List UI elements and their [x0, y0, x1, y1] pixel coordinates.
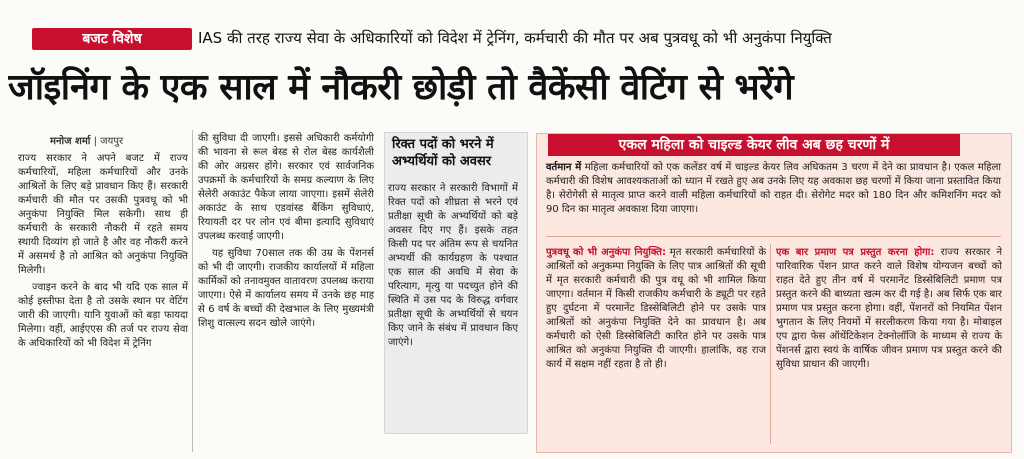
section-kicker: बजट विशेष [32, 28, 192, 50]
column-paragraph: ज्वाइन करने के बाद भी यदि एक साल में कोई इस्तीफा देता है तो उसके स्थान पर वेटिंग जारी की जाएगी। यानि युवाओं को बड़ा फायदा मिलेगा। वहीं, आईएएस की तर्ज पर राज्य सेवा के अधिकारियों को भी विदेश में ट्रेनिंग [18, 282, 188, 349]
column-paragraph: राज्य सरकार ने अपने बजट में राज्य कर्मचारियों, महिला कर्मचारियों और उनके आश्रितों के लिए बड़े प्रावधान किए हैं। सरकारी कर्मचारी की मौत पर उसकी पुत्रवधू को भी अनुकंपा नियुक्ति मिल सकेगी। साथ ही कर्मचारी के सरकारी नौकरी में रहते समय स्थायी दिव्यांग हो जाते है और वह नौकरी करने में असमर्थ है तो आश्रित को अनुकंपा नियुक्ति मिलेगी। [18, 153, 188, 276]
feature-left-body: मृत सरकारी कर्मचारियों के आश्रितों को अनुकम्पा नियुक्ति के लिए पात्र आश्रितों की सूची में मृत सरकारी कर्मचारी की पुत्र वधू को भी शामिल किया जाएगा। वर्तमान में किसी राजकीय कर्मचारी के ड्यूटी पर रहते हुए दुर्घटना में परमानेंट डिस्सेबिलिटी होने पर उसके पात्र आश्रितों को अनुकंपा नियुक्ति देने का प्रावधान है। अब कर्मचारी को ऐसी डिस्सेबिलिटी कारित होने पर उसके पात्र आश्रित को अनुकंपा नियुक्ति दी जाएगी। हालांकि, वह राज कार्य में सक्षम नहीं रहता है तो ही। [546, 247, 766, 370]
feature-left-column [546, 246, 766, 446]
feature-intro [546, 161, 1001, 217]
feature-intro-text: महिला कर्मचारियों को एक कलेंडर वर्ष में चाइल्ड केयर लिव अधिकतम 3 चरण में देने का प्रावधान है। एकल महिला कर्मचारी की विशेष आवश्यकताओं को ध्यान में रखते हुए अब उनके लिए यह अवकाश छह चरणों में किया जाना प्रस्तावित किया है। सेरोगेसी से मातृत्व प्राप्त करने वाली महिला कर्मचारियों को राहत दी। सेरोगेट मदर को 180 दिन और कमिशनिंग मदर को 90 दिन का मातृत्व अवकाश दिया जाएगा। [546, 162, 1001, 215]
article-column-2 [198, 132, 374, 452]
column-paragraph: की सुविधा दी जाएगी। इससे अधिकारी कर्मयोगी की भावना से रूल बेस्ड से रोल बेस्ड कार्यशैली की ओर अग्रसर होंगे। सरकार एवं सार्वजनिक उपक्रमों के कर्मचारियों के समग्र कल्याण के लिए सेलेरी अकाउंट पैकेज लाया जाएगा। इसमें सेलेरी अकाउंट के साथ एडवांस्ड बैंकिंग सुविधाएं, रियायती दर पर लोन एवं बीमा इत्यादि सुविधाएं उपलब्ध करवाई जाएगी। [198, 133, 374, 242]
feature-divider [546, 236, 1001, 237]
subheadline: IAS की तरह राज्य सेवा के अधिकारियों को विदेश में ट्रेनिंग, कर्मचारी की मौत पर अब पुत्रवधू को भी अनुकंपा नियुक्ति [198, 29, 832, 47]
feature-right-body: राज्य सरकार ने पारिवारिक पेंशन प्राप्त करने वाले विशेष योग्यजन बच्चों को राहत देते हुए तीन वर्ष में परमानेंट डिस्सेबिलिटी प्रमाण पत्र प्रस्तुत करने की बाध्यता खत्म कर दी गई है। अब सिर्फ एक बार प्रमाण पत्र प्रस्तुत करना होगा। वहीं, पेंशनरों को नियमित पेंशन भुगतान के लिए नियमों में सरलीकरण किया गया है। मोबाइल एप द्वारा फेस ऑथेंटिकेशन टेक्नोलॉजि के माध्यम से राज्य के पेंशनर्स द्वारा स्वयं के वार्षिक जीवन प्रमाण पत्र प्रस्तुत करने की सुविधा प्राधान की जाएगी। [776, 247, 1002, 370]
feature-right-column [776, 246, 1002, 446]
sidebar-title: रिक्त पदों को भरने में अभ्यर्थियों को अवसर [392, 137, 494, 169]
feature-left-heading: पुत्रवधू को भी अनुकंपा नियुक्ति: [546, 247, 666, 258]
column-paragraph: यह सुविधा 70साल तक की उम्र के पेंशनर्स को भी दी जाएगी। राजकीय कार्यालयों में महिला कार्मिकों को तनावमुक्त वातावरण उपलब्ध कराया जाएगा। ऐसे में कार्यालय समय में उनके छह माह से 6 वर्ष के बच्चों की देखभाल के लिए मुख्यमंत्री शिशु वात्सल्य सदन खोले जाएंगे। [198, 248, 374, 329]
article-column-1 [18, 152, 188, 452]
sidebar-paragraph: राज्य सरकार ने सरकारी विभागों में रिक्त पदों को शीघ्रता से भरने एवं प्रतीक्षा सूची के अभ्यर्थियों को बड़े अवसर दिए गए हैं। इसके तहत किसी पद पर अंतिम रूप से चयनित अभ्यर्थी की कार्यग्रहण के पश्चात एक साल की अवधि में सेवा के परित्याग, मृत्यु या पदच्युत होने की स्थिति में उस पद के विरुद्ध वर्गवार प्रतीक्षा सूची के अभ्यर्थियों से चयन किए जाने के संबंध में प्रावधान किए जाएंगे। [388, 183, 518, 348]
column-divider [192, 130, 193, 452]
feature-intro-lead: वर्तमान में [546, 162, 582, 173]
byline-name: मनोज शर्मा [50, 136, 91, 147]
feature-right-heading: एक बार प्रमाण पत्र प्रस्तुत करना होगा: [776, 247, 935, 258]
feature-title: एकल महिला को चाइल्ड केयर लीव अब छह चरणों में [548, 134, 960, 156]
headline: जॉइनिंग के एक साल में नौकरी छोड़ी तो वैकेंसी वेटिंग से भरेंगे [8, 67, 794, 108]
byline-place: | जयपुर [93, 136, 124, 147]
sidebar-body [388, 182, 518, 427]
byline [50, 133, 123, 147]
feature-column-divider [770, 244, 771, 444]
